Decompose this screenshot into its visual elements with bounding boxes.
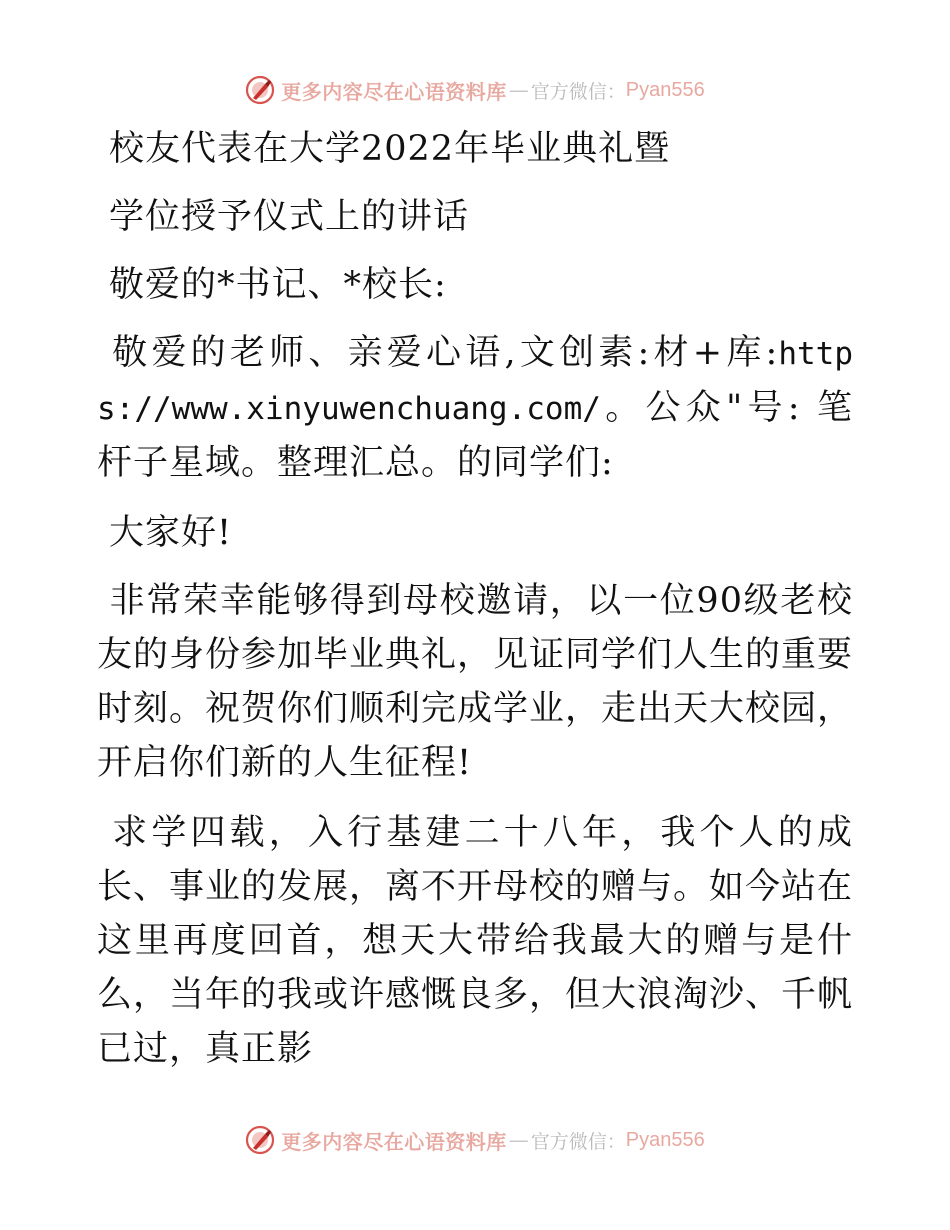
pen-logo-icon: [245, 1125, 275, 1155]
pen-logo-icon: [245, 75, 275, 105]
banner-separator: —: [508, 78, 529, 102]
banner-text: 更多内容尽在心语资料库: [281, 79, 507, 104]
salutation-leaders: 敬爱的*书记、*校长:: [109, 265, 447, 305]
salutation-teachers: 敬爱的老师、亲爱心语,文创素:材+库:https://www.xinyuwenchuang.com/。公众"号: 笔杆子星域。整理汇总。的同学们:: [97, 333, 853, 483]
banner-wechat-id: Pyan556: [625, 78, 705, 101]
banner-wechat-label: 官方微信：: [530, 80, 626, 103]
banner-text: 更多内容尽在心语资料库: [281, 1129, 507, 1154]
title-line-1: 校友代表在大学2022年毕业典礼暨: [109, 129, 671, 169]
footer-banner: [0, 1120, 950, 1160]
paragraph-2: 求学四载，入行基建二十八年，我个人的成长、事业的发展，离不开母校的赠与。如今站在这里再度回首，想天大带给我最大的赠与是什么，当年的我或许感慨良多，但大浪淘沙、千帆已过，真正影: [97, 813, 854, 1069]
banner-wechat-id: Pyan556: [625, 1128, 705, 1151]
document-body: [97, 122, 853, 1092]
source-url-text: https://www.xinyuwenchuang.com/: [97, 336, 853, 427]
greeting: 大家好!: [109, 513, 233, 553]
title-line-2: 学位授予仪式上的讲话: [109, 197, 470, 237]
banner-separator: —: [508, 1128, 529, 1152]
header-banner: [0, 70, 950, 110]
paragraph-1: 非常荣幸能够得到母校邀请，以一位90级老校友的身份参加毕业典礼，见证同学们人生的重要时刻。祝贺你们顺利完成学业，走出天大校园，开启你们新的人生征程!: [97, 581, 854, 783]
banner-wechat-label: 官方微信：: [530, 1130, 626, 1153]
